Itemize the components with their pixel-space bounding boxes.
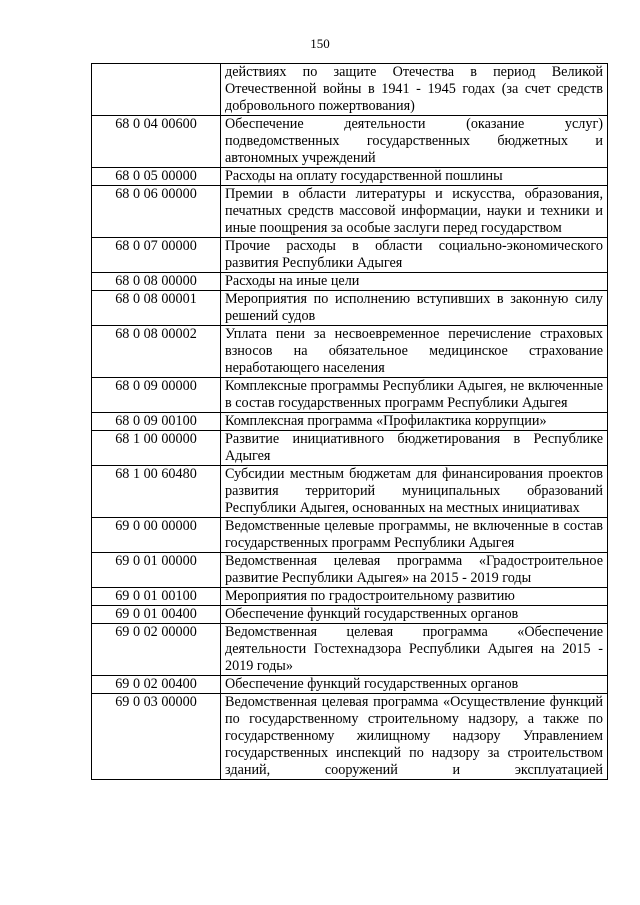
row-description: Ведомственная целевая программа «Осуществление функций по государственному строительному надзору, а также по государственному жилищному надзору Управлением государственных инспекций по надзору за строительством зданий, сооружений и эксплуатацией — [221, 694, 608, 780]
row-description: Субсидии местным бюджетам для финансирования проектов развития территорий муниципальных образований Республики Адыгея, основанных на местных инициативах — [221, 466, 608, 518]
row-code: 68 0 08 00001 — [92, 291, 221, 326]
table-row — [92, 676, 608, 694]
row-description: Комплексная программа «Профилактика коррупции» — [221, 413, 608, 431]
budget-classification-table — [91, 63, 608, 780]
row-code: 68 0 09 00000 — [92, 378, 221, 413]
row-code: 69 0 01 00000 — [92, 553, 221, 588]
row-code: 69 0 02 00400 — [92, 676, 221, 694]
row-description: Ведомственные целевые программы, не включенные в состав государственных программ Республики Адыгея — [221, 518, 608, 553]
row-description: Развитие инициативного бюджетирования в Республике Адыгея — [221, 431, 608, 466]
table-row — [92, 238, 608, 273]
table-row — [92, 518, 608, 553]
table-row — [92, 553, 608, 588]
row-code: 69 0 02 00000 — [92, 624, 221, 676]
row-code: 69 0 03 00000 — [92, 694, 221, 780]
table-row — [92, 431, 608, 466]
table-row — [92, 413, 608, 431]
table-row — [92, 116, 608, 168]
row-code: 69 0 01 00100 — [92, 588, 221, 606]
row-code: 68 1 00 00000 — [92, 431, 221, 466]
row-code: 68 0 08 00002 — [92, 326, 221, 378]
row-description: Ведомственная целевая программа «Градостроительное развитие Республики Адыгея» на 2015 - 2019 годы — [221, 553, 608, 588]
table-row — [92, 273, 608, 291]
table-row — [92, 466, 608, 518]
row-description: действиях по защите Отечества в период Великой Отечественной войны в 1941 - 1945 годах (за счет средств добровольного пожертвования) — [221, 64, 608, 116]
row-description: Обеспечение функций государственных органов — [221, 606, 608, 624]
row-code: 69 0 01 00400 — [92, 606, 221, 624]
table-row — [92, 64, 608, 116]
row-description: Мероприятия по градостроительному развитию — [221, 588, 608, 606]
table-row — [92, 588, 608, 606]
table-row — [92, 606, 608, 624]
table-row — [92, 694, 608, 780]
row-code — [92, 64, 221, 116]
row-code: 68 0 08 00000 — [92, 273, 221, 291]
row-code: 69 0 00 00000 — [92, 518, 221, 553]
row-description: Прочие расходы в области социально-экономического развития Республики Адыгея — [221, 238, 608, 273]
row-description: Ведомственная целевая программа «Обеспечение деятельности Гостехнадзора Республики Адыгея на 2015 - 2019 годы» — [221, 624, 608, 676]
row-code: 68 0 05 00000 — [92, 168, 221, 186]
table-row — [92, 624, 608, 676]
table-row — [92, 168, 608, 186]
row-description: Мероприятия по исполнению вступивших в законную силу решений судов — [221, 291, 608, 326]
row-code: 68 1 00 60480 — [92, 466, 221, 518]
row-code: 68 0 09 00100 — [92, 413, 221, 431]
row-code: 68 0 07 00000 — [92, 238, 221, 273]
row-description: Премии в области литературы и искусства, образования, печатных средств массовой информации, науки и техники и иные поощрения за особые заслуги перед государством — [221, 186, 608, 238]
row-description: Обеспечение деятельности (оказание услуг) подведомственных государственных бюджетных и автономных учреждений — [221, 116, 608, 168]
row-description: Расходы на иные цели — [221, 273, 608, 291]
row-description: Обеспечение функций государственных органов — [221, 676, 608, 694]
row-description: Комплексные программы Республики Адыгея, не включенные в состав государственных программ Республики Адыгея — [221, 378, 608, 413]
row-code: 68 0 06 00000 — [92, 186, 221, 238]
table-row — [92, 326, 608, 378]
page-number: 150 — [310, 36, 330, 51]
row-description: Расходы на оплату государственной пошлины — [221, 168, 608, 186]
row-code: 68 0 04 00600 — [92, 116, 221, 168]
table-row — [92, 291, 608, 326]
table-row — [92, 186, 608, 238]
table-row — [92, 378, 608, 413]
row-description: Уплата пени за несвоевременное перечисление страховых взносов на обязательное медицинское страхование неработающего населения — [221, 326, 608, 378]
